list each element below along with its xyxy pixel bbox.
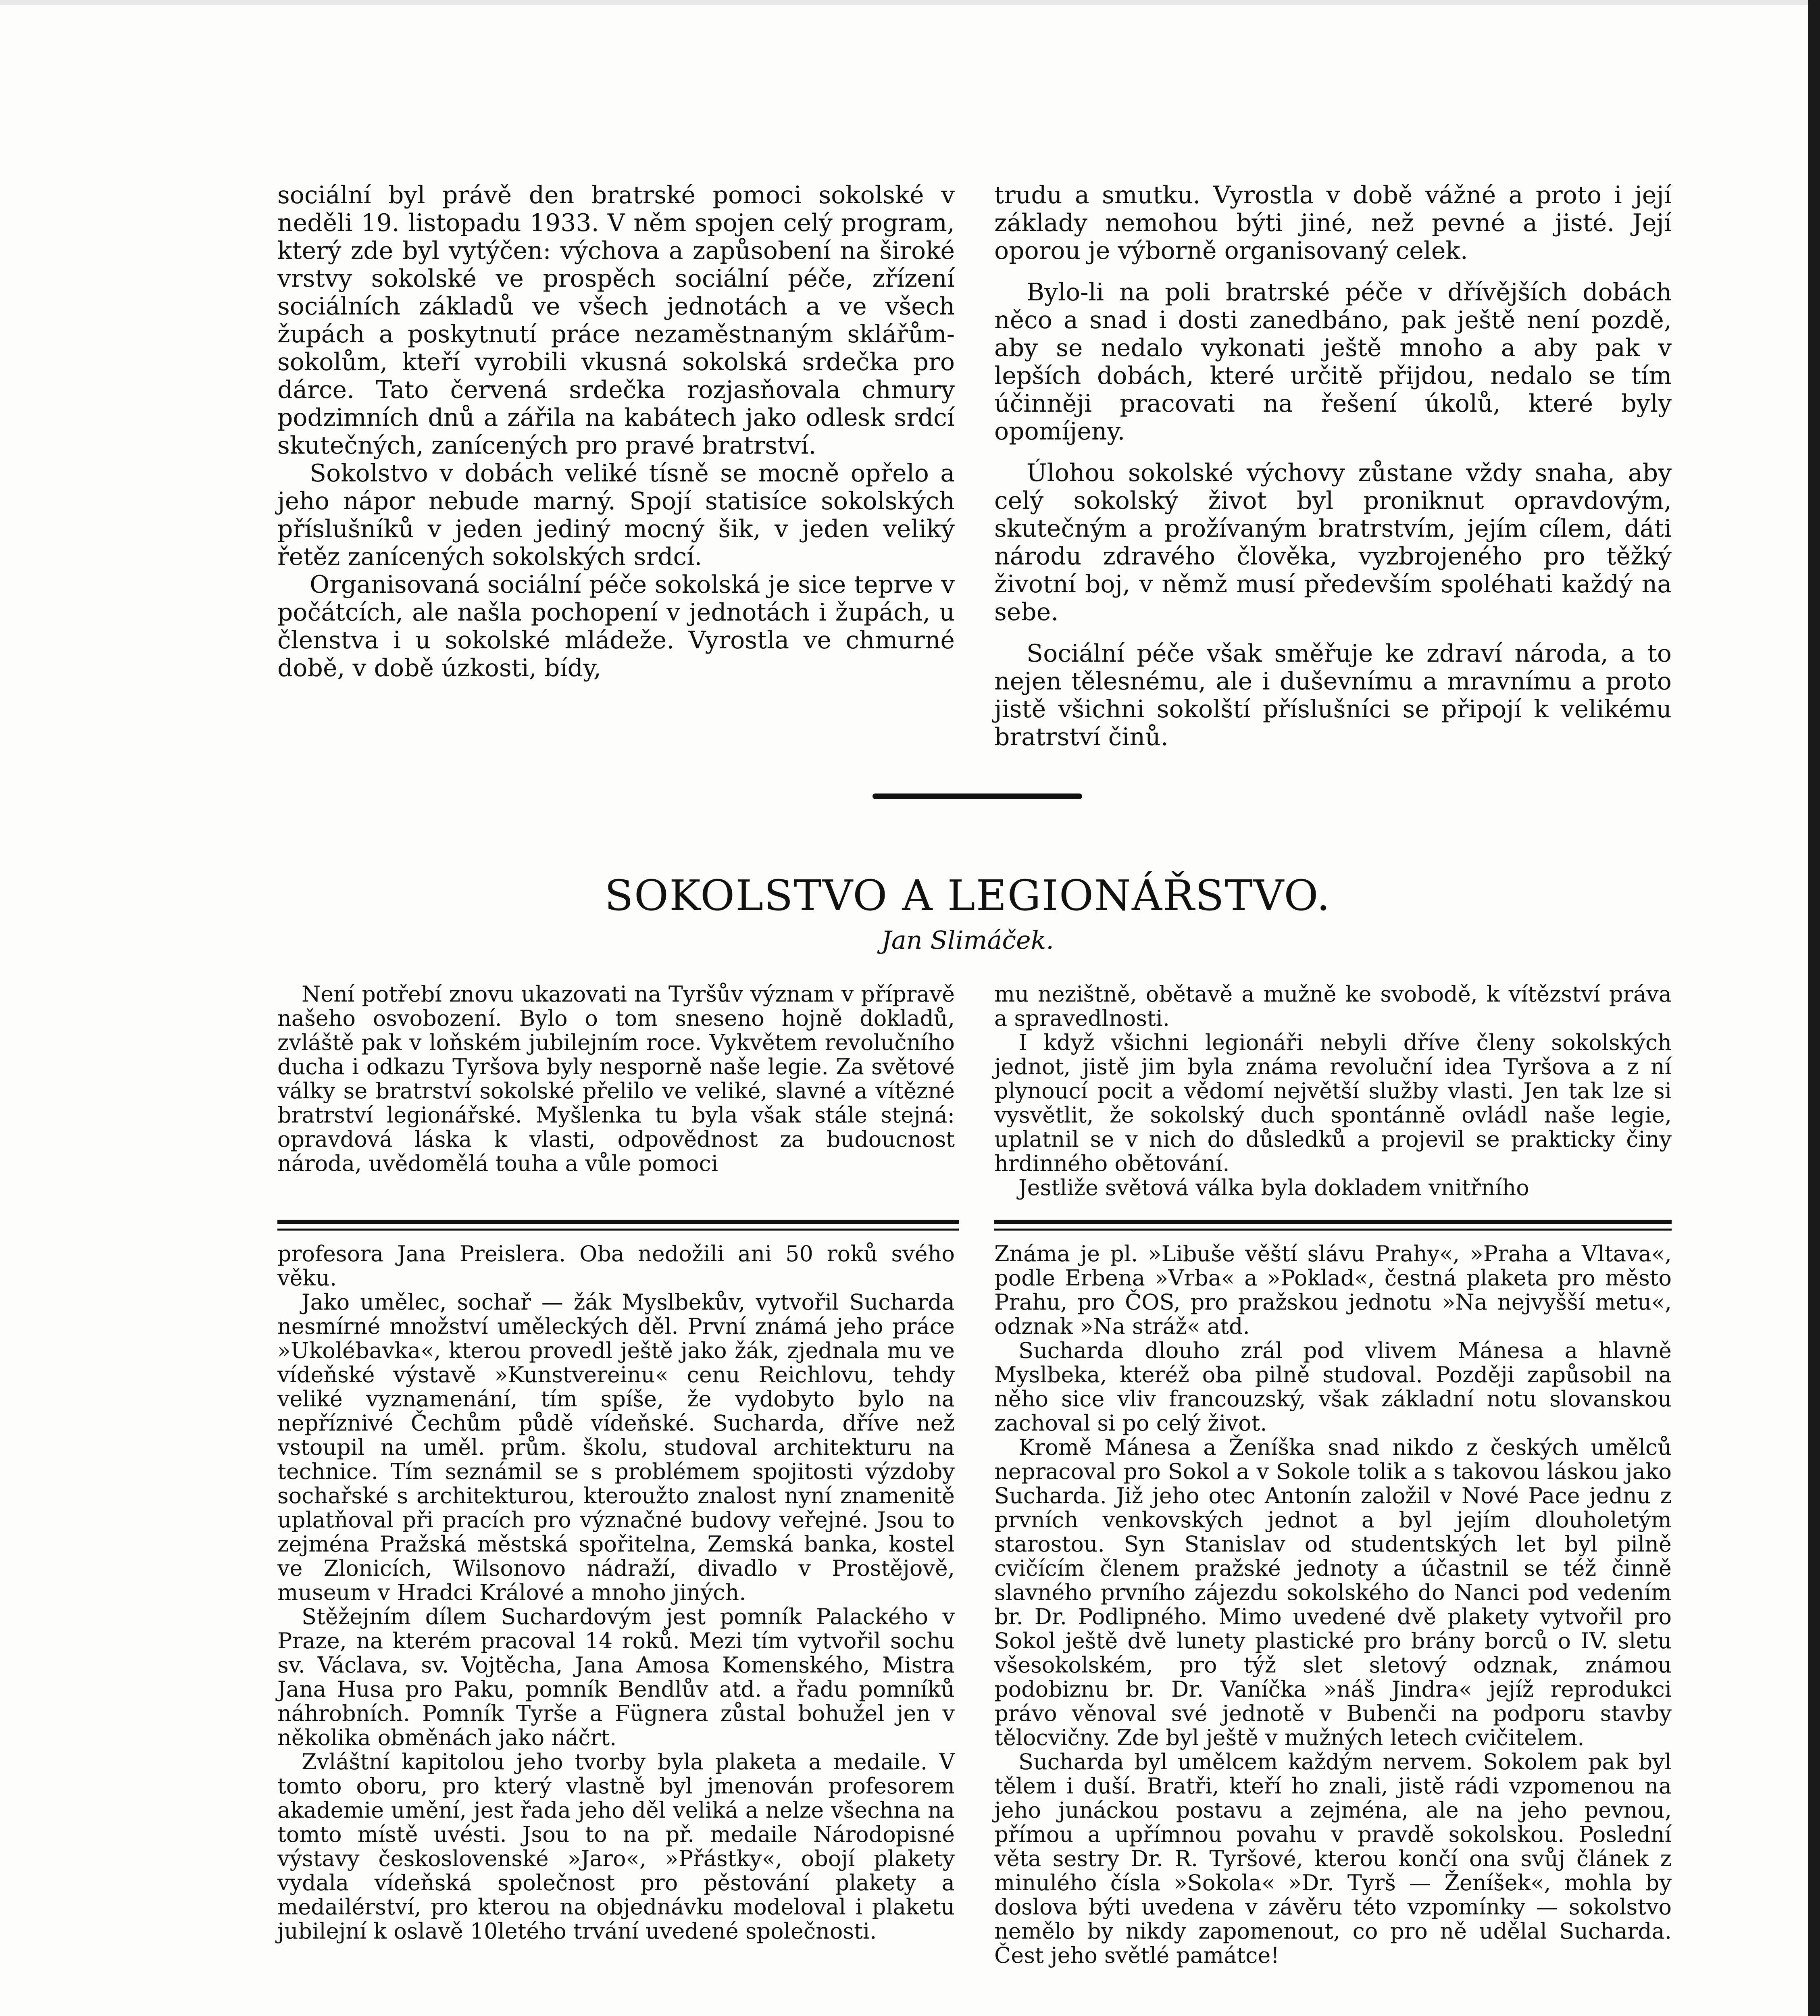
paragraph: sociální byl právě den bratrské pomoci sokolské v neděli 19. listopadu 1933. V něm spojen celý program, který zde byl vytýčen: výchova a zapůsobení na široké vrstvy sokolské ve prospěch sociální péče, zřízení sociálních základů ve všech jednotách a ve všech župách a poskytnutí práce nezaměstnaným sklářům-sokolům, kteří vyrobili vkusná sokolská srdečka pro dárce. Tato červená srdečka rozjasňovala chmury podzimních dnů a zářila na kabátech jako odlesk srdcí skutečných, zanícených pro pravé bratrství.	[277, 181, 955, 460]
paragraph: Sucharda dlouho zrál pod vlivem Mánesa a hlavně Myslbeka, kteréž oba pilně studoval. Později zapůsobil na něho sice vliv francouzský, však základní notu slovanskou zachoval si po celý život.	[994, 1338, 1672, 1436]
paragraph: Zvláštní kapitolou jeho tvorby byla plaketa a medaile. V tomto oboru, pro který vlastně byl jmenován profesorem akademie umění, jest řada jeho děl veliká a nelze všechna na tomto místě uvésti. Jsou to na př. medaile Národopisné výstavy československé »Jaro«, »Přástky«, obojí plakety vydala vídeňská společnost pro pěstování plakety a medailérství, pro kterou na objednávku modeloval i plaketu jubilejní k oslavě 10letého trvání uvedené společnosti.	[277, 1749, 955, 1944]
column-rule-right-thin	[994, 1229, 1672, 1231]
column-rule-left	[277, 1220, 959, 1224]
paragraph: Sociální péče však směřuje ke zdraví národa, a to nejen tělesnému, ale i duševnímu a mravnímu a proto jistě všichni sokolští příslušníci se připojí k velikému bratrství činů.	[994, 639, 1672, 751]
paragraph: trudu a smutku. Vyrostla v době vážné a proto i její základy nemohou býti jiné, než pevné a jisté. Její oporou je výborně organisovaný celek.	[994, 181, 1672, 265]
paragraph: Sucharda byl umělcem každým nervem. Sokolem pak byl tělem i duší. Bratři, kteří ho znali, jistě rádi vzpomenou na jeho junáckou postavu a zejména, ale na jeho pevnou, přímou a upřímnou povahu v pravdě sokolskou. Poslední věta sestry Dr. R. Tyršové, kterou končí ona svůj článek z minulého čísla »Sokola« »Dr. Tyrš — Ženíšek«, mohla by doslova býti uvedena v závěru této vzpomínky — sokolstvo nemělo by nikdy zapomenout, co pro ně udělal Sucharda. Čest jeho světlé památce!	[994, 1749, 1672, 1968]
column-rule-right	[994, 1220, 1672, 1224]
paragraph: Známa je pl. »Libuše věští slávu Prahy«, »Praha a Vltava«, podle Erbena »Vrba« a »Poklad«, čestná plaketa pro město Prahu, pro ČOS, pro pražskou jednotu »Na nejvyšší metu«, odznak »Na stráž« atd.	[994, 1241, 1672, 1339]
scan-top-edge	[0, 0, 1820, 5]
bottom-left-column	[277, 1242, 955, 1943]
paragraph: Sokolstvo v dobách veliké tísně se mocně opřelo a jeho nápor nebude marný. Spojí statisíce sokolských příslušníků v jeden jediný mocný šik, v jeden veliký řetěz zanícených sokolských srdcí.	[277, 459, 955, 571]
section-separator	[873, 793, 1082, 799]
column-rule-left-thin	[277, 1229, 959, 1231]
article-title: SOKOLSTVO A LEGIONÁŘSTVO.	[604, 871, 1331, 920]
paragraph: profesora Jana Preislera. Oba nedožili ani 50 roků svého věku.	[277, 1241, 955, 1291]
mid-left-column	[277, 982, 955, 1176]
paragraph: Jako umělec, sochař — žák Myslbekův, vytvořil Sucharda nesmírné množství uměleckých děl. První známá jeho práce »Ukolébavka«, kterou provedl ještě jako žák, zjednala mu ve vídeňské výstavě »Kunstvereinu« cenu Reichlovu, tehdy veliké vyznamenání, tím spíše, že vydobyto bylo na nepříznivé Čechům půdě vídeňské. Sucharda, dříve než vstoupil na uměl. prům. školu, studoval architekturu na technice. Tím seznámil se s problémem spojitosti výzdoby sochařské s architekturou, kteroužto znalost nyní znamenitě uplatňoval při pracích pro význačné budovy veřejné. Jsou to zejména Pražská městská spořitelna, Zemská banka, kostel ve Zlonicích, Wilsonovo nádraží, divadlo v Prostějově, museum v Hradci Králové a mnoho jiných.	[277, 1289, 955, 1605]
top-left-column	[277, 181, 955, 682]
paragraph: I když všichni legionáři nebyli dříve členy sokolských jednot, jistě jim byla známa revoluční idea Tyršova a z ní plynoucí pocit a vědomí největší služby vlasti. Jen tak lze si vysvětlit, že sokolský duch spontánně ovládl naše legie, uplatnil se v nich do důsledků a projevil se prakticky činy hrdinného obětování.	[994, 1030, 1672, 1176]
paragraph: Kromě Mánesa a Ženíška snad nikdo z českých umělců nepracoval pro Sokol a v Sokole tolik a s takovou láskou jako Sucharda. Již jeho otec Antonín založil v Nové Pace jednu z prvních venkovských jednot a byl jejím dlouholetým starostou. Syn Stanislav od studentských let byl pilně cvičícím členem pražské jednoty a účastnil se též činně slavného prvního zájezdu sokolského do Nanci pod vedením br. Dr. Podlipného. Mimo uvedené dvě plakety vytvořil pro Sokol ještě dvě lunety plastické pro brány borců o IV. sletu všesokolském, pro týž slet sletový odznak, známou podobiznu br. Dr. Vaníčka »náš Jindra« jejíž reprodukci právo věnoval své jednotě v Bubenči na podporu stavby tělocvičny. Zde byl ještě v mužných letech cvičitelem.	[994, 1435, 1672, 1750]
paragraph: Není potřebí znovu ukazovati na Tyršův význam v přípravě našeho osvobození. Bylo o tom sneseno hojně dokladů, zvláště pak v loňském jubilejním roce. Vykvětem revolučního ducha i odkazu Tyršova byly nesporně naše legie. Za světové války se bratrství sokolské přelilo ve veliké, slavné a vítězné bratrství legionářské. Myšlenka tu byla však stále stejná: opravdová láska k vlasti, odpovědnost za budoucnost národa, uvědomělá touha a vůle pomoci	[277, 981, 955, 1176]
scan-right-edge	[1808, 0, 1820, 2016]
paragraph: Jestliže světová válka byla dokladem vnitřního	[1018, 1175, 1529, 1200]
paragraph: Úlohou sokolské výchovy zůstane vždy snaha, aby celý sokolský život byl proniknut opravdovým, skutečným a prožívaným bratrstvím, jejím cílem, dáti národu zdravého člověka, vyzbrojeného pro těžký životní boj, v němž musí především spoléhati každý na sebe.	[994, 459, 1672, 626]
top-right-column	[994, 181, 1672, 751]
paragraph: mu nezištně, obětavě a mužně ke svobodě, k vítězství práva a spravedlnosti.	[994, 981, 1672, 1031]
bottom-right-column	[994, 1242, 1672, 1968]
article-author: Jan Slimáček.	[881, 925, 1054, 955]
mid-right-column	[994, 982, 1672, 1200]
paragraph: Stěžejním dílem Suchardovým jest pomník Palackého v Praze, na kterém pracoval 14 roků. Mezi tím vytvořil sochu sv. Václava, sv. Vojtěcha, Jana Amosa Komenského, Mistra Jana Husa pro Paku, pomník Bendlův atd. a řadu pomníků náhrobních. Pomník Tyrše a Fügnera zůstal bohužel jen v několika obměnách jako náčrt.	[277, 1604, 955, 1750]
paragraph: Bylo-li na poli bratrské péče v dřívějších dobách něco a snad i dosti zanedbáno, pak ještě není pozdě, aby se nedalo vykonati ještě mnoho a aby pak v lepších dobách, které určitě přijdou, nedalo se tím účinněji pracovati na řešení úkolů, které byly opomíjeny.	[994, 278, 1672, 446]
paragraph: Organisovaná sociální péče sokolská je sice teprve v počátcích, ale našla pochopení v jednotách i župách, u členstva i u sokolské mládeže. Vyrostla ve chmurné době, v době úzkosti, bídy,	[277, 571, 955, 682]
